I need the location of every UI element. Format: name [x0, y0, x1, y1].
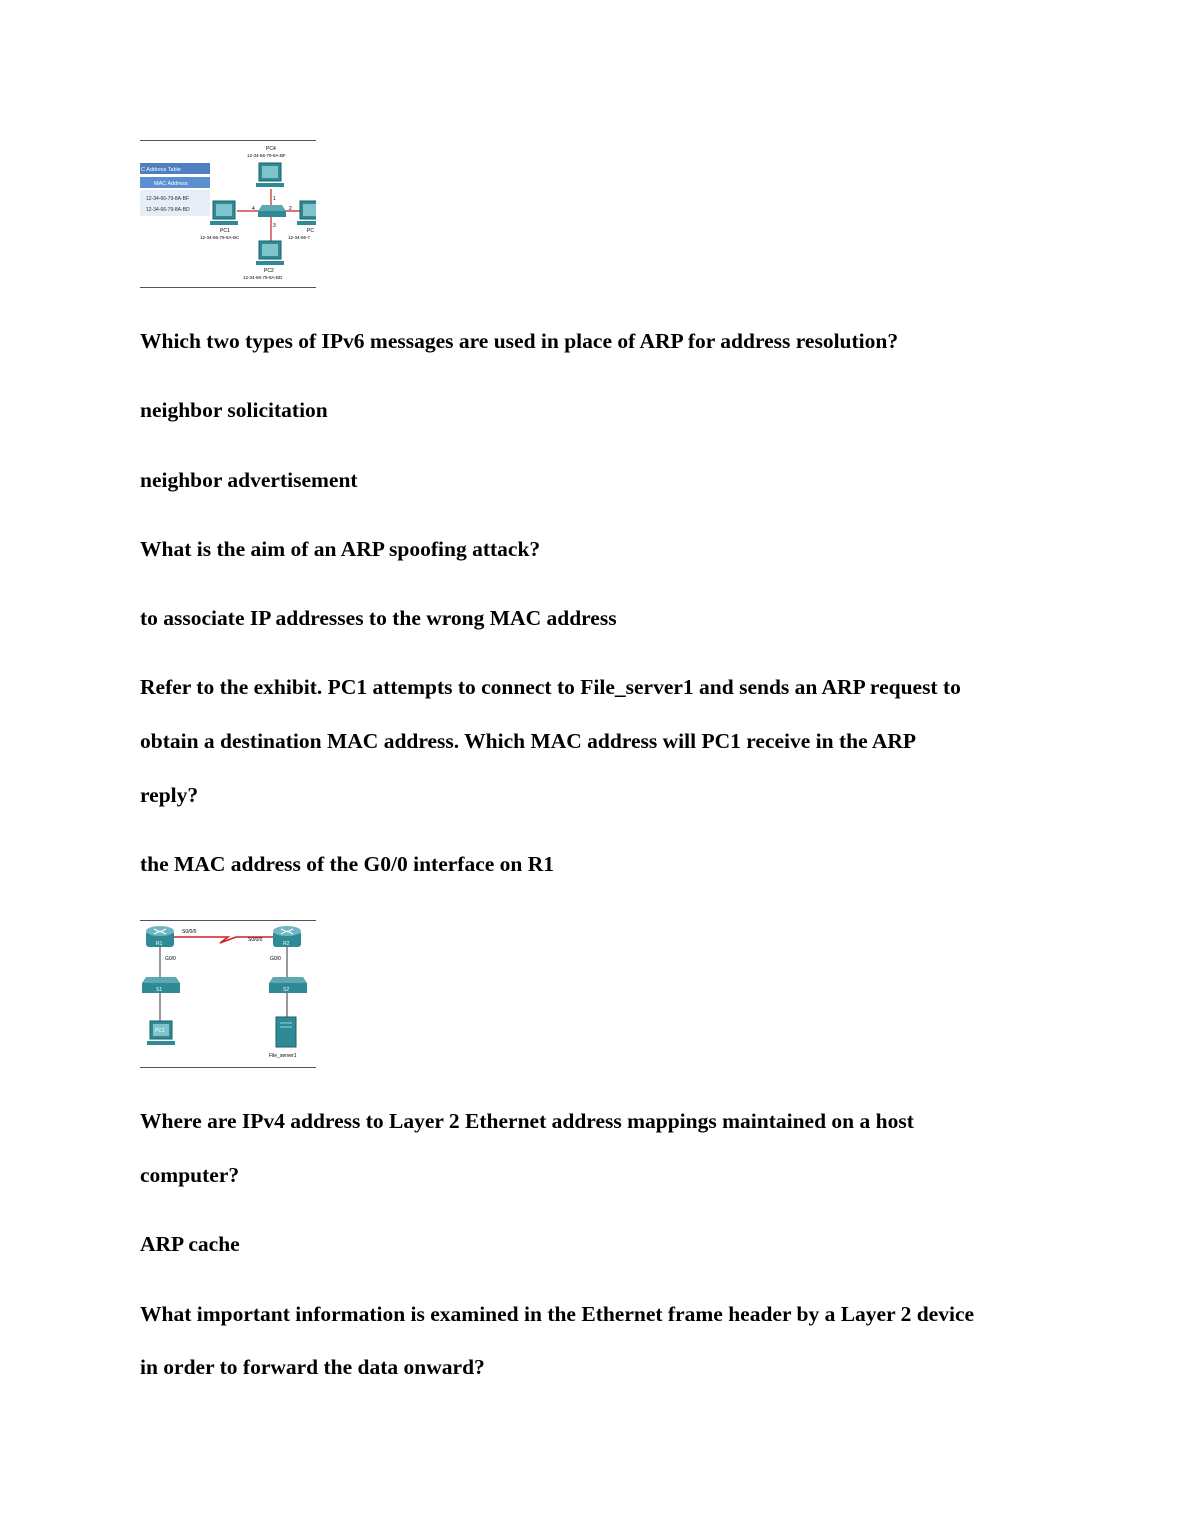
pc1-mac: 12-34-66-79-8A-BC [200, 235, 240, 240]
s1-label: S1 [156, 987, 163, 993]
port-label: 3 [273, 223, 276, 229]
exhibit-router-topology [140, 920, 316, 1068]
server-label: File_server1 [269, 1053, 297, 1059]
switch-icon [258, 205, 286, 217]
computer-icon [297, 201, 316, 225]
question-ethernet-header-line: in order to forward the data onward? [140, 1355, 485, 1379]
question-arp-reply-line: reply? [140, 783, 199, 807]
answer-arp-spoofing: to associate IP addresses to the wrong MAC address [140, 606, 617, 630]
port-label: 2 [289, 206, 292, 212]
pc1-label: PC1 [155, 1028, 165, 1034]
question-arp-reply-line: obtain a destination MAC address. Which MAC address will PC1 receive in the ARP [140, 729, 917, 753]
pc4-label: PC4 [266, 146, 276, 152]
question-arp-mappings-line: computer? [140, 1163, 240, 1187]
r2-label: R2 [283, 941, 290, 947]
pc4-mac: 12-34-66-79-8A-BF [247, 153, 286, 158]
question-ipv6-messages: Which two types of IPv6 messages are used in place of ARP for address resolution? [140, 329, 899, 353]
table-row: 12-34-66-79-8A-BD [146, 207, 190, 213]
r1-g-label: G0/0 [165, 956, 176, 962]
question-ethernet-header-line: What important information is examined in the Ethernet frame header by a Layer 2 device [140, 1302, 975, 1326]
question-arp-reply-line: Refer to the exhibit. PC1 attempts to connect to File_server1 and sends an ARP request to [140, 675, 961, 699]
r1-serial-label: S0/0/0 [182, 929, 197, 935]
computer-icon [256, 241, 284, 265]
r2-serial-label: S0/0/0 [248, 937, 263, 943]
answer-neighbor-advertisement: neighbor advertisement [140, 468, 358, 492]
port-label: 4 [252, 206, 255, 212]
pc3-mac: 12-34-66-7 [288, 235, 311, 240]
pc2-mac: 12-34-66-79-8A-BD [243, 275, 283, 280]
mac-address-table [140, 163, 210, 216]
exhibit-mac-table-topology [140, 140, 316, 288]
pc1-label: PC1 [220, 228, 230, 234]
table-title: C Address Table [141, 167, 181, 173]
pc3-label: PC [307, 228, 314, 234]
server-icon [276, 1017, 296, 1047]
answer-neighbor-solicitation: neighbor solicitation [140, 398, 328, 422]
computer-icon [256, 163, 284, 187]
table-header: MAC Address [154, 181, 188, 187]
r1-label: R1 [156, 941, 163, 947]
question-arp-mappings-line: Where are IPv4 address to Layer 2 Ethernet address mappings maintained on a host [140, 1109, 914, 1133]
pc2-label: PC2 [264, 268, 274, 274]
computer-icon [210, 201, 238, 225]
s2-label: S2 [283, 987, 290, 993]
question-arp-spoofing: What is the aim of an ARP spoofing attack? [140, 537, 541, 561]
port-label: 1 [273, 196, 276, 202]
answer-arp-cache: ARP cache [140, 1232, 240, 1256]
table-row: 12-34-66-79-8A-BF [146, 196, 190, 202]
r2-g-label: G0/0 [270, 956, 281, 962]
answer-arp-reply: the MAC address of the G0/0 interface on R1 [140, 852, 555, 876]
